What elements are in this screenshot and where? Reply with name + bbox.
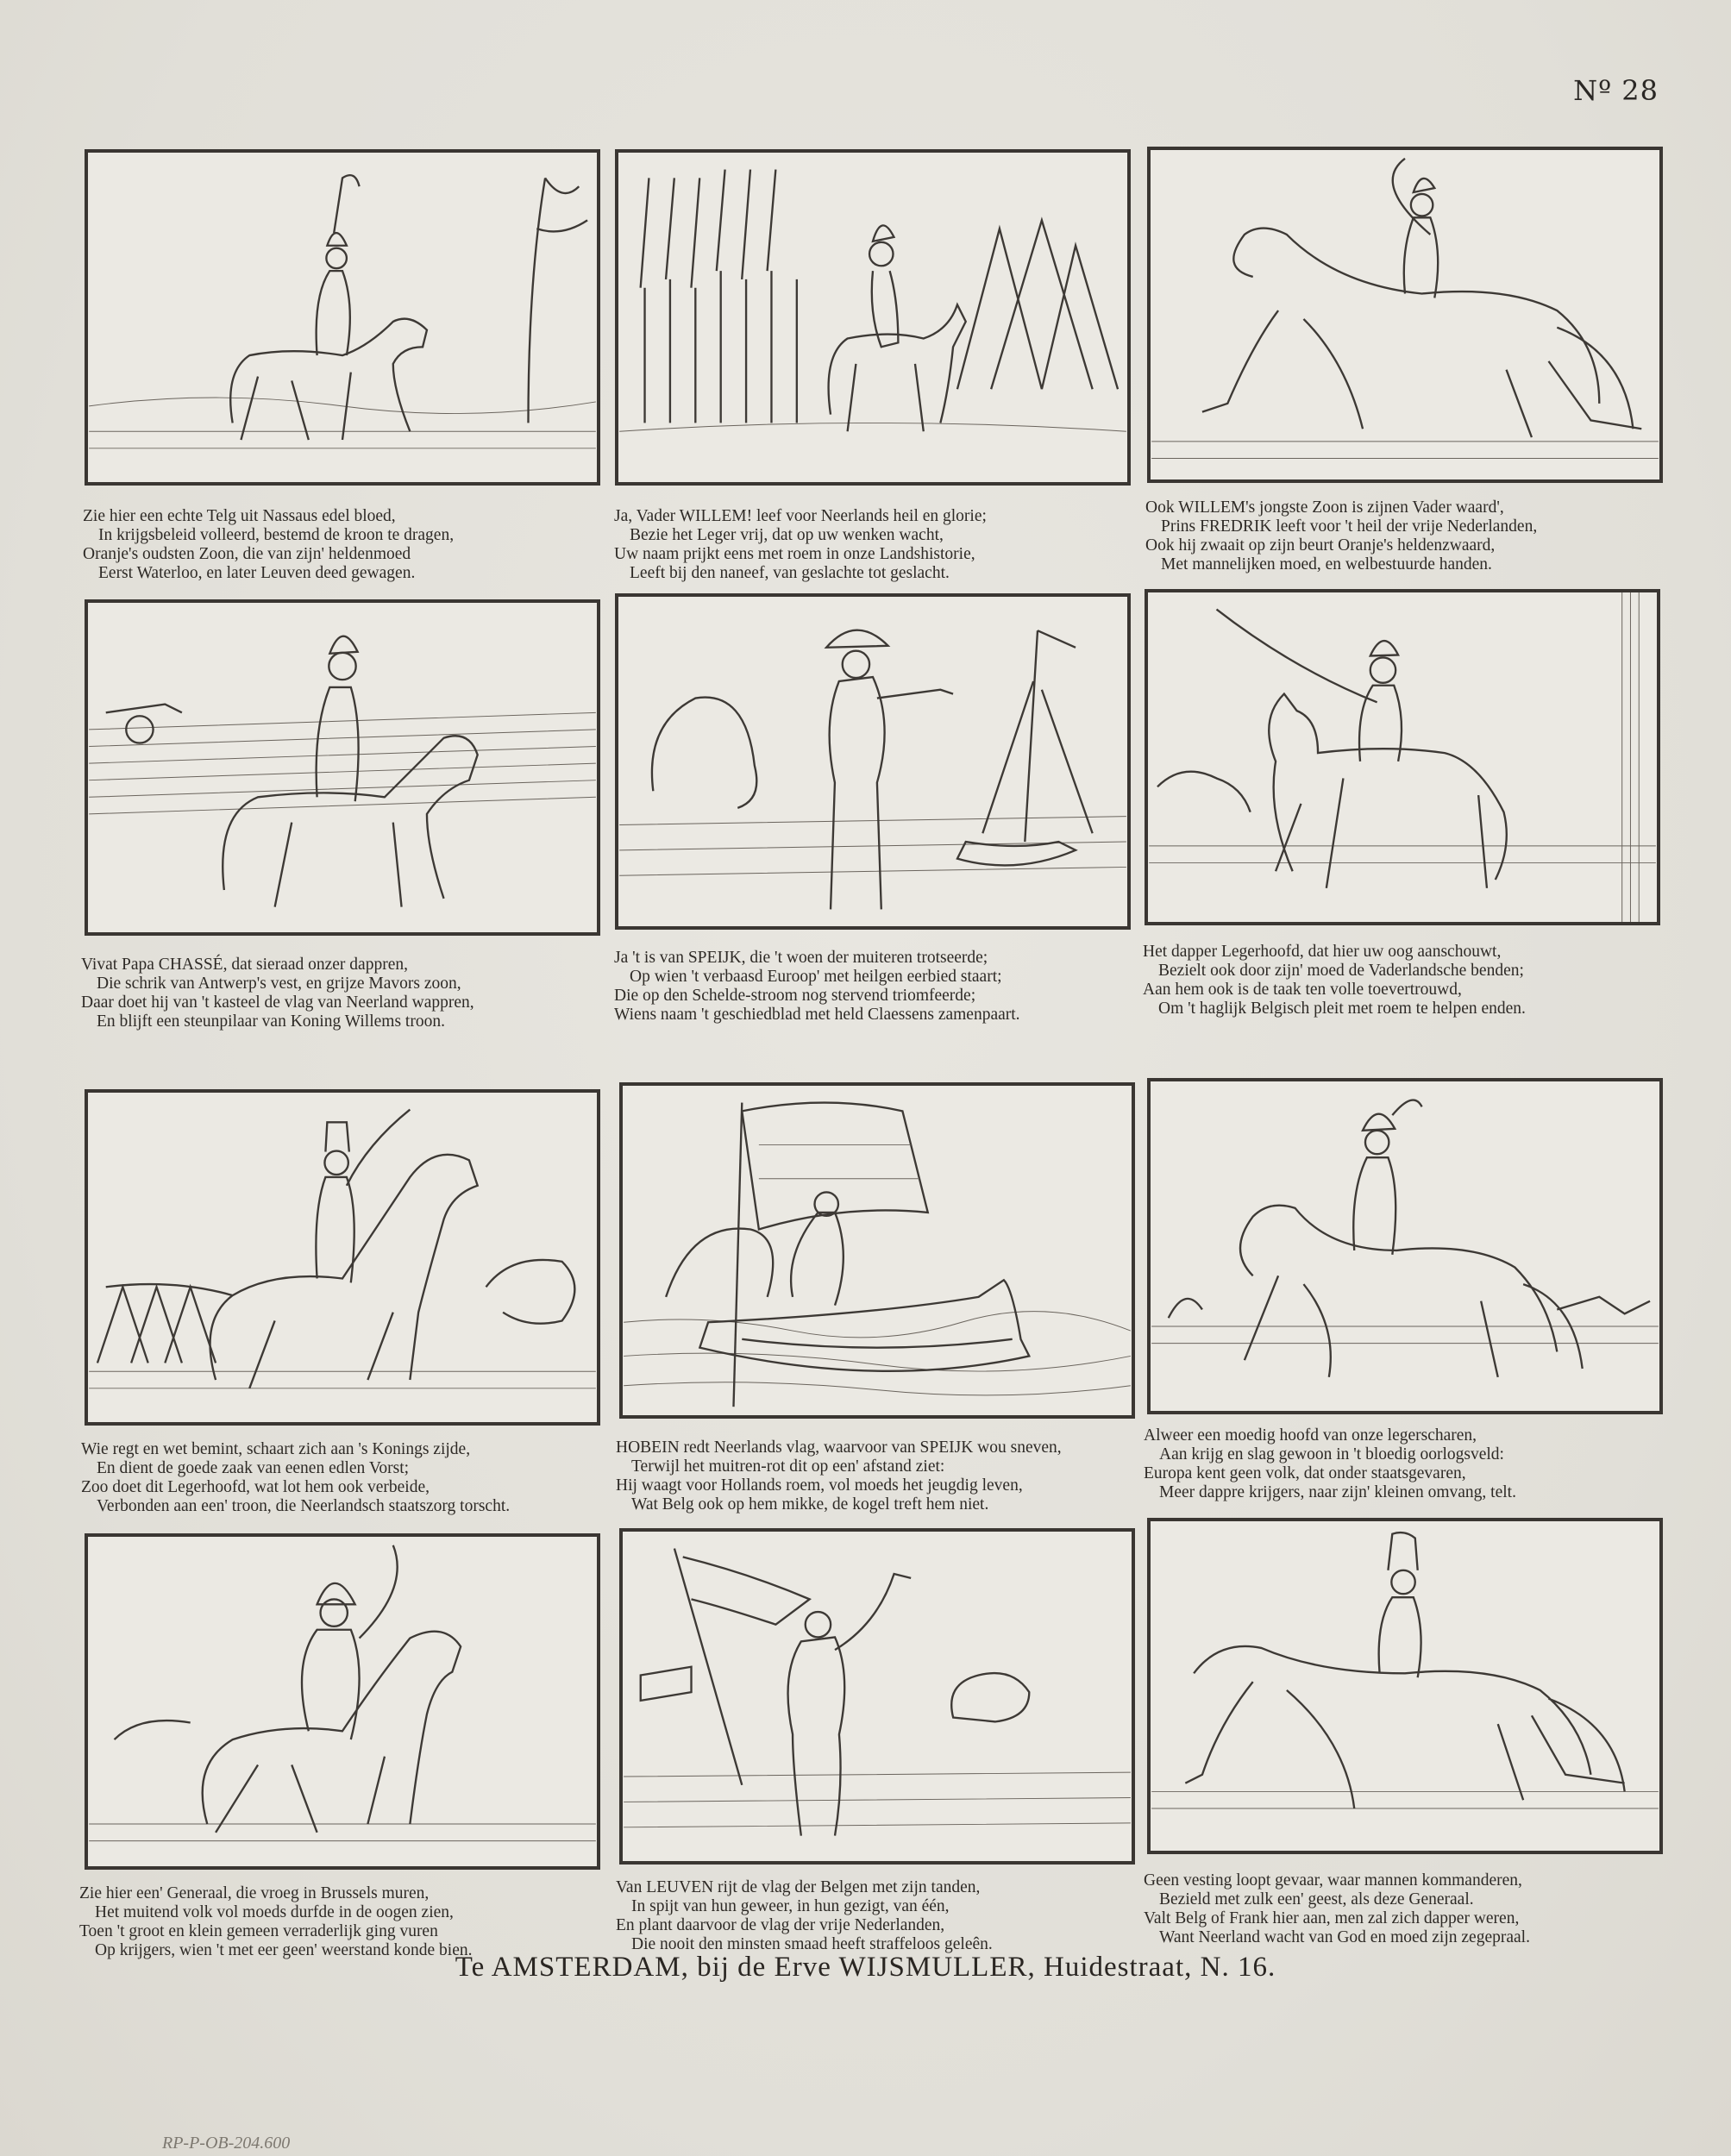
- verse-line: Vivat Papa CHASSÉ, dat sieraad onzer dappren,: [81, 956, 408, 974]
- woodcut-army-review-illustration: [618, 153, 1127, 482]
- woodcut-hobein-flag: [619, 1082, 1135, 1419]
- verse-9: [1144, 1426, 1670, 1502]
- verse-1: [83, 507, 609, 583]
- verse-line: Ook hij zwaait op zijn beurt Oranje's heldenzwaard,: [1145, 536, 1496, 555]
- verse-line: Bezield met zulk een' geest, als deze Generaal.: [1159, 1890, 1474, 1908]
- woodcut-naval-officer-illustration: [618, 597, 1127, 926]
- woodcut-legerhoofd-sword: [1145, 589, 1660, 925]
- verse-line: Daar doet hij van 't kasteel de vlag van Neerland wappren,: [81, 993, 474, 1012]
- verse-line: Met mannelijken moed, en welbestuurde handen.: [1161, 555, 1492, 573]
- woodcut-flag-in-boat-illustration: [623, 1086, 1132, 1415]
- verse-8: [616, 1438, 1142, 1514]
- verse-line: Terwijl het muitren-rot dit op een' afstand ziet:: [631, 1457, 945, 1476]
- woodcut-cloaked-horseman-illustration: [88, 1537, 597, 1866]
- verse-line: Bezie het Leger vrij, dat op uw wenken wacht,: [630, 526, 944, 544]
- verse-line: Eerst Waterloo, en later Leuven deed gewagen.: [98, 564, 416, 582]
- verse-line: Europa kent geen volk, dat onder staatsgevaren,: [1144, 1464, 1466, 1482]
- woodcut-van-speijk: [615, 593, 1131, 930]
- verse-line: Alweer een moedig hoofd van onze legerscharen,: [1144, 1426, 1477, 1445]
- verse-line: Die schrik van Antwerp's vest, en grijze Mavors zoon,: [97, 975, 461, 993]
- verse-line: Verbonden aan een' troon, die Neerlandsch staatszorg torscht.: [97, 1497, 511, 1515]
- verse-10: [79, 1884, 605, 1960]
- verse-2: [614, 507, 1140, 583]
- verse-line: Wie regt en wet bemint, schaart zich aan 's Konings zijde,: [81, 1440, 471, 1458]
- woodcut-king-willem-army: [615, 149, 1131, 486]
- verse-line: En dient de goede zaak van eenen edlen Vorst;: [97, 1459, 410, 1477]
- verse-line: Valt Belg of Frank hier aan, men zal zich dapper weren,: [1144, 1909, 1520, 1927]
- verse-line: Op krijgers, wien 't met eer geen' weerstand konde bien.: [95, 1941, 473, 1959]
- woodcut-raised-sword-horseman-illustration: [1148, 592, 1657, 922]
- verse-line: Van LEUVEN rijt de vlag der Belgen met zijn tanden,: [616, 1878, 981, 1896]
- verse-line: Uw naam prijkt eens met roem in onze Landshistorie,: [614, 545, 975, 563]
- woodcut-generaal-fortress: [1147, 1518, 1663, 1854]
- verse-line: En plant daarvoor de vlag der vrije Nederlanden,: [616, 1916, 945, 1934]
- verse-line: Zie hier een' Generaal, die vroeg in Brussels muren,: [79, 1884, 430, 1902]
- verse-line: Ja 't is van SPEIJK, die 't woen der muiteren trotseerde;: [614, 949, 988, 967]
- verse-7: [81, 1440, 607, 1516]
- sheet-number: Nº 28: [1573, 74, 1659, 107]
- verse-line: In spijt van hun geweer, in hun gezigt, van één,: [631, 1897, 950, 1915]
- verse-12: [1144, 1871, 1670, 1947]
- woodcut-standard-bearer-illustration: [623, 1532, 1132, 1861]
- verse-line: Ja, Vader WILLEM! leef voor Neerlands heil en glorie;: [614, 507, 987, 525]
- woodcut-prince-of-orange: [85, 149, 600, 486]
- verse-4: [81, 956, 607, 1031]
- woodcut-plumed-general-illustration: [1151, 1081, 1659, 1411]
- inventory-number: RP-P-OB-204.600: [162, 2134, 291, 2153]
- verse-line: Bezielt ook door zijn' moed de Vaderlandsche benden;: [1158, 962, 1524, 980]
- verse-line: Meer dappre krijgers, naar zijn' kleinen omvang, telt.: [1159, 1483, 1516, 1501]
- verse-line: Geen vesting loopt gevaar, waar mannen kommanderen,: [1144, 1871, 1522, 1890]
- verse-line: Die op den Schelde-stroom nog stervend triomfeerde;: [614, 987, 976, 1005]
- verse-5: [614, 949, 1140, 1025]
- woodcut-legerhoofd-rearing: [85, 1089, 600, 1426]
- verse-line: Leeft bij den naneef, van geslachte tot geslacht.: [630, 564, 950, 582]
- publisher-imprint: Te AMSTERDAM, bij de Erve WIJSMULLER, Huidestraat, N. 16.: [455, 1952, 1276, 1983]
- verse-line: Op wien 't verbaasd Euroop' met heilgen eerbied staart;: [630, 968, 1002, 986]
- woodcut-van-leuven-flag: [619, 1528, 1135, 1865]
- verse-line: Om 't haglijk Belgisch pleit met roem te helpen enden.: [1158, 1000, 1526, 1018]
- verse-line: HOBEIN redt Neerlands vlag, waarvoor van SPEIJK wou sneven,: [616, 1438, 1062, 1457]
- verse-line: Zoo doet dit Legerhoofd, wat lot hem ook verbeide,: [81, 1478, 430, 1496]
- verse-3: [1145, 498, 1671, 574]
- woodcut-galloping-general-illustration: [1151, 1521, 1659, 1851]
- woodcut-chasse: [85, 599, 600, 936]
- woodcut-general-at-citadel-illustration: [88, 603, 597, 932]
- verse-line: Zie hier een echte Telg uit Nassaus edel bloed,: [83, 507, 396, 525]
- verse-line: Toen 't groot en klein gemeen verraderlijk ging vuren: [79, 1922, 438, 1940]
- verse-line: Prins FREDRIK leeft voor 't heil der vrije Nederlanden,: [1161, 517, 1538, 536]
- verse-11: [616, 1878, 1142, 1954]
- woodcut-legerhoofd-plumed: [1147, 1078, 1663, 1414]
- verse-line: En blijft een steunpilaar van Koning Willems troon.: [97, 1012, 445, 1031]
- verse-line: Het dapper Legerhoofd, dat hier uw oog aanschouwt,: [1143, 943, 1502, 961]
- woodcut-galloping-horseman-illustration: [1151, 150, 1659, 479]
- verse-line: Aan krijg en slag gewoon in 't bloedig oorlogsveld:: [1159, 1445, 1504, 1463]
- verse-line: In krijgsbeleid volleerd, bestemd de kroon te dragen,: [98, 526, 455, 544]
- verse-line: Die nooit den minsten smaad heeft straffeloos geleên.: [631, 1935, 993, 1953]
- verse-line: Het muitend volk vol moeds durfde in de oogen zien,: [95, 1903, 454, 1921]
- verse-line: Oranje's oudsten Zoon, die van zijn' heldenmoed: [83, 545, 411, 563]
- verse-line: Ook WILLEM's jongste Zoon is zijnen Vader waard',: [1145, 498, 1504, 517]
- verse-6: [1143, 943, 1669, 1018]
- verse-line: Aan hem ook is de taak ten volle toevertrouwd,: [1143, 981, 1462, 999]
- verse-line: Wat Belg ook op hem mikke, de kogel treft hem niet.: [631, 1495, 989, 1514]
- verse-line: Hij waagt voor Hollands roem, vol moeds het jeugdig leven,: [616, 1476, 1023, 1495]
- woodcut-horseman-illustration: [88, 153, 597, 482]
- verse-line: Wiens naam 't geschiedblad met held Claessens zamenpaart.: [614, 1006, 1020, 1024]
- woodcut-prince-frederik: [1147, 147, 1663, 483]
- woodcut-rearing-horse-illustration: [88, 1093, 597, 1422]
- woodcut-generaal-brussels: [85, 1533, 600, 1870]
- verse-line: Want Neerland wacht van God en moed zijn zegepraal.: [1159, 1928, 1530, 1946]
